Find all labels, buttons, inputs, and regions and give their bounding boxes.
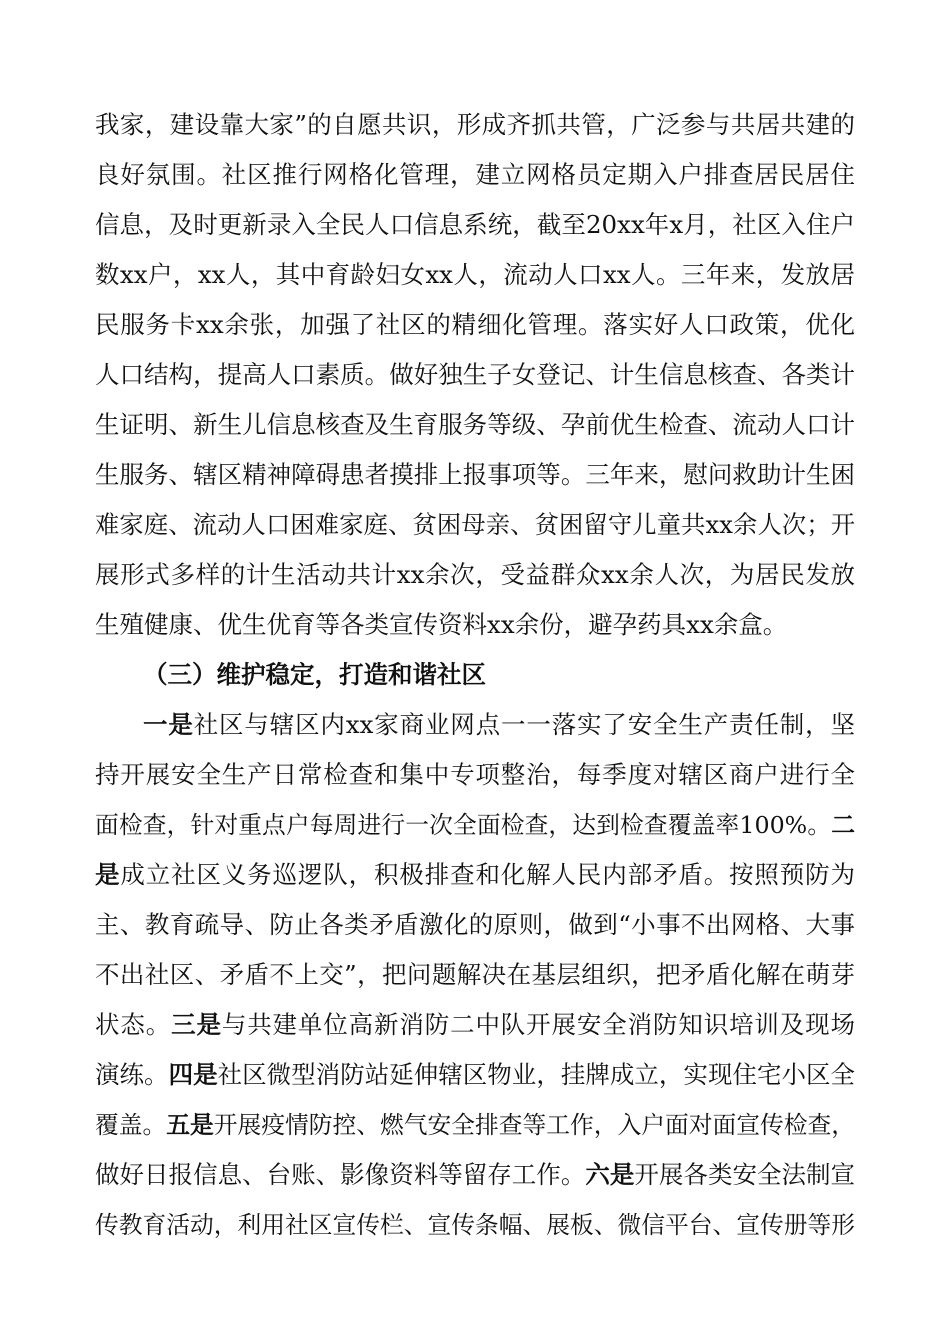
paragraph-line: 信息，及时更新录入全民人口信息系统，截至20xx年x月，社区入住户 (95, 210, 855, 239)
keyword: 五是 (166, 1111, 214, 1139)
paragraph-line (95, 1110, 855, 1140)
line-text: 演练。 (95, 1060, 169, 1089)
paragraph-line: 展形式多样的计生活动共计xx余次，受益群众xx余人次，为居民发放 (95, 560, 855, 589)
paragraph-line (95, 1160, 855, 1190)
keyword: 一是 (143, 710, 194, 739)
paragraph-line: 生殖健康、优生优育等各类宣传资料xx余份，避孕药具xx余盒。 (95, 610, 788, 639)
paragraph-line (95, 1010, 855, 1040)
paragraph-line: 不出社区、矛盾不上交”，把问题解决在基层组织，把矛盾化解在萌芽 (95, 960, 855, 989)
keyword: 是 (95, 860, 121, 889)
keyword: 六是 (585, 1160, 635, 1189)
paragraph-line: 民服务卡xx余张，加强了社区的精细化管理。落实好人口政策，优化 (95, 310, 855, 339)
line-text: 开展各类安全法制宣 (634, 1160, 856, 1189)
paragraph-line: 我家，建设靠大家”的自愿共识，形成齐抓共管，广泛参与共居共建的 (95, 110, 855, 139)
line-text: 状态。 (95, 1010, 172, 1039)
keyword: 四是 (168, 1060, 218, 1089)
section-heading: （三）维护稳定，打造和谐社区 (143, 660, 486, 689)
line-text: 开展疫情防控、燃气安全排查等工作，入户面对面宣传检查， (213, 1111, 856, 1139)
paragraph-line: 传教育活动，利用社区宣传栏、宣传条幅、展板、微信平台、宣传册等形 (95, 1211, 856, 1239)
line-text: 社区与辖区内xx家商业网点一一落实了安全生产责任制，坚 (193, 710, 856, 739)
keyword: 三是 (171, 1010, 222, 1039)
paragraph-line (95, 810, 855, 840)
paragraph-line: 主、教育疏导、防止各类矛盾激化的原则，做到“小事不出网格、大事 (95, 910, 855, 939)
paragraph-line: 持开展安全生产日常检查和集中专项整治，每季度对辖区商户进行全 (95, 760, 855, 789)
paragraph-line (95, 1060, 855, 1090)
line-text: 社区微型消防站延伸辖区物业，挂牌成立，实现住宅小区全 (217, 1060, 856, 1089)
line-text: 覆盖。 (95, 1111, 167, 1139)
paragraph-line: 人口结构，提高人口素质。做好独生子女登记、计生信息核查、各类计 (95, 360, 855, 389)
line-text: 做好日报信息、台账、影像资料等留存工作。 (95, 1160, 586, 1189)
keyword: 二 (831, 811, 855, 839)
paragraph-line: 生证明、新生儿信息核查及生育服务等级、孕前优生检查、流动人口计 (95, 410, 855, 439)
paragraph-line: 良好氛围。社区推行网格化管理，建立网格员定期入户排查居民居住 (95, 160, 855, 189)
paragraph-line: 生服务、辖区精神障碍患者摸排上报事项等。三年来，慰问救助计生困 (95, 460, 855, 489)
paragraph-line (95, 860, 855, 890)
paragraph-line (143, 710, 855, 740)
line-text: 成立社区义务巡逻队，积极排查和化解人民内部矛盾。按照预防为 (120, 860, 856, 889)
line-text: 面检查，针对重点户每周进行一次全面检查，达到检查覆盖率100%。 (95, 811, 832, 839)
paragraph-line: 难家庭、流动人口困难家庭、贫困母亲、贫困留守儿童共xx余人次；开 (95, 510, 855, 539)
paragraph-line: 数xx户，xx人，其中育龄妇女xx人，流动人口xx人。三年来，发放居 (95, 260, 855, 289)
line-text: 与共建单位高新消防二中队开展安全消防知识培训及现场 (221, 1010, 856, 1039)
